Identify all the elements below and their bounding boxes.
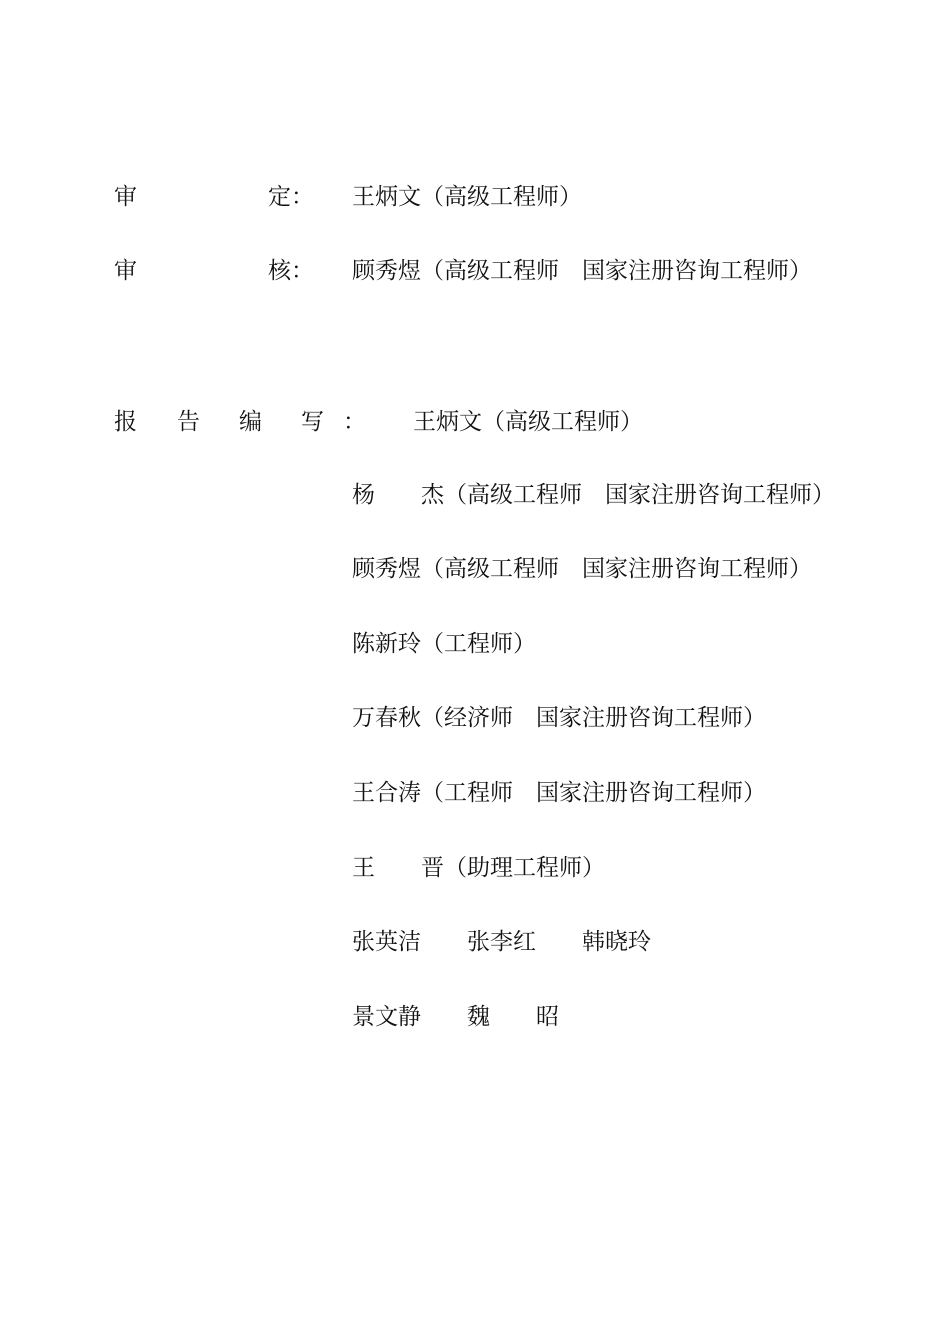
authors-label-char-2: 告	[177, 409, 200, 435]
authors-label-char-3: 编	[239, 409, 262, 435]
approval-value: 王炳文（高级工程师）	[352, 184, 582, 210]
author-row: 顾秀煜（高级工程师 国家注册咨询工程师）	[352, 556, 812, 582]
review-label-char-1: 审	[114, 258, 137, 284]
author-row: 张英洁 张李红 韩晓玲	[352, 929, 651, 955]
author-row: 万春秋（经济师 国家注册咨询工程师）	[352, 705, 766, 731]
review-label-char-2: 核：	[268, 258, 314, 284]
author-row: 王合涛（工程师 国家注册咨询工程师）	[352, 780, 766, 806]
author-first: 王炳文（高级工程师）	[413, 409, 643, 435]
authors-label-colon: ：	[343, 409, 366, 435]
author-row: 王 晋（助理工程师）	[352, 855, 605, 881]
review-value: 顾秀煜（高级工程师 国家注册咨询工程师）	[352, 258, 812, 284]
author-row: 杨 杰（高级工程师 国家注册咨询工程师）	[352, 482, 835, 508]
approval-label-char-2: 定：	[268, 184, 314, 210]
approval-label-char-1: 审	[114, 184, 137, 210]
author-row: 陈新玲（工程师）	[352, 631, 536, 657]
authors-label-char-1: 报	[114, 409, 137, 435]
author-row: 景文静 魏 昭	[352, 1004, 559, 1030]
authors-label-char-4: 写	[301, 409, 324, 435]
